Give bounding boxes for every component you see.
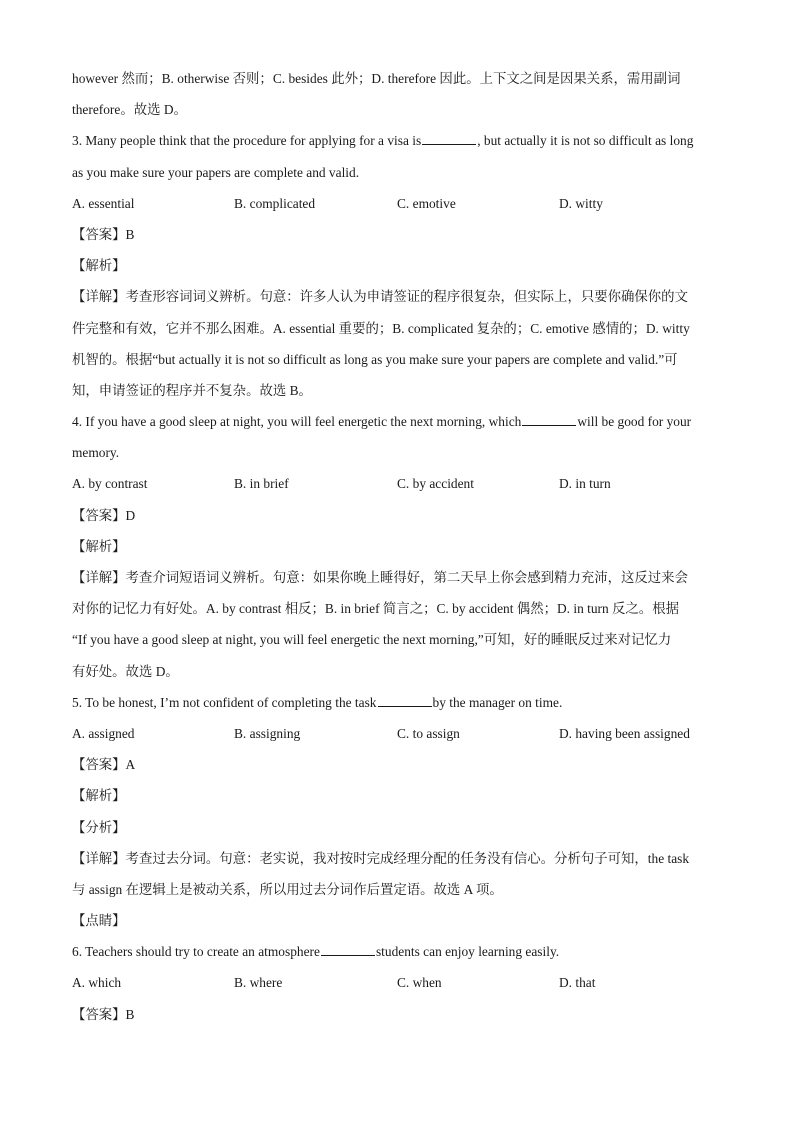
- q6-stem-part-b: students can enjoy learning easily.: [375, 944, 560, 960]
- intro-line-2: therefore。故选 D。: [72, 102, 187, 118]
- q5-detail-line-1: 【详解】考查过去分词。句意：老实说，我对按时完成经理分配的任务没有信心。分析句子可知，the task: [72, 850, 690, 866]
- q5-option-c: C. to assign: [397, 725, 460, 741]
- q6-option-b: B. where: [234, 975, 283, 991]
- q3-analysis-label: 【解析】: [72, 258, 126, 274]
- q5-detail-line-2: 与 assign 在逻辑上是被动关系，所以用过去分词作后置定语。故选 A 项。: [72, 881, 503, 897]
- q5-fenxi-label: 【分析】: [72, 819, 126, 835]
- q3-detail-line-2: 件完整和有效，它并不那么困难。A. essential 重要的；B. complicated 复杂的；C. emotive 感情的；D. witty: [72, 320, 690, 336]
- q5-stem-part-b: by the manager on time.: [432, 694, 563, 710]
- q4-detail-line-3: “If you have a good sleep at night, you will feel energetic the next morning,”可知，好的睡眠反过来对记忆力: [72, 632, 672, 648]
- q3-blank: [422, 132, 476, 145]
- q5-option-d: D. having been assigned: [559, 725, 690, 741]
- q4-stem-part-a: 4. If you have a good sleep at night, you will feel energetic the next morning, which: [72, 414, 522, 430]
- q4-option-c: C. by accident: [397, 476, 474, 492]
- q4-detail-line-1: 【详解】考查介词短语词义辨析。句意：如果你晚上睡得好，第二天早上你会感到精力充沛，这反过来会: [72, 570, 688, 585]
- q6-option-a: A. which: [72, 975, 122, 991]
- q6-answer: 【答案】B: [72, 1006, 135, 1022]
- q5-analysis-label: 【解析】: [72, 788, 126, 804]
- q3-option-a: A. essential: [72, 195, 135, 211]
- q4-stem-line-1: [72, 406, 722, 437]
- q4-answer: 【答案】D: [72, 507, 136, 523]
- q6-option-c: C. when: [397, 975, 442, 991]
- q5-dianjing-label: 【点睛】: [72, 913, 126, 929]
- q3-stem-line-2: as you make sure your papers are complete and valid.: [72, 164, 360, 180]
- q3-stem-part-b: , but actually it is not so difficult as long: [477, 133, 694, 149]
- q3-detail-line-1: 【详解】考查形容词词义辨析。句意：许多人认为申请签证的程序很复杂，但实际上，只要你确保你的文: [72, 289, 688, 305]
- q5-stem-line-1: [72, 687, 722, 718]
- q5-stem-part-a: 5. To be honest, I’m not confident of completing the task: [72, 694, 377, 710]
- q3-option-b: B. complicated: [234, 195, 316, 211]
- q4-detail-line-4: 有好处。故选 D。: [72, 663, 179, 679]
- q4-option-d: D. in turn: [559, 476, 611, 492]
- q5-options: [72, 718, 722, 749]
- q4-options: [72, 468, 722, 499]
- q5-answer: 【答案】A: [72, 757, 136, 773]
- q3-option-c: C. emotive: [397, 195, 456, 211]
- q6-stem-line-1: [72, 936, 722, 967]
- q4-stem-part-b: will be good for your: [577, 414, 692, 430]
- q3-detail-line-3: 机智的。根据“but actually it is not so difficult as long as you make sure your papers are complete and valid.”可: [72, 351, 678, 367]
- q4-option-a: A. by contrast: [72, 476, 148, 492]
- q3-detail-line-4: 知，申请签证的程序并不复杂。故选 B。: [72, 382, 312, 398]
- q3-options: [72, 188, 722, 219]
- q5-option-b: B. assigning: [234, 725, 301, 741]
- q3-stem-line-1: [72, 125, 722, 156]
- q6-option-d: D. that: [559, 975, 596, 991]
- q5-blank: [378, 694, 432, 707]
- q4-blank: [522, 413, 576, 426]
- q3-stem-part-a: 3. Many people think that the procedure for applying for a visa is: [72, 133, 422, 149]
- q3-option-d: D. witty: [559, 195, 603, 211]
- q5-option-a: A. assigned: [72, 725, 135, 741]
- q4-option-b: B. in brief: [234, 476, 289, 492]
- q3-answer: 【答案】B: [72, 226, 135, 242]
- q6-blank: [321, 943, 375, 956]
- q4-detail-line-2: 对你的记忆力有好处。A. by contrast 相反；B. in brief 简言之；C. by accident 偶然；D. in turn 反之。根据: [72, 601, 679, 617]
- intro-line-1: however 然而；B. otherwise 否则；C. besides 此外；D. therefore 因此。上下文之间是因果关系，需用副词: [72, 71, 681, 86]
- q6-stem-part-a: 6. Teachers should try to create an atmosphere: [72, 944, 320, 960]
- q4-stem-line-2: memory.: [72, 445, 120, 461]
- q4-analysis-label: 【解析】: [72, 538, 126, 554]
- q6-options: [72, 967, 722, 998]
- document-page: [72, 63, 722, 1030]
